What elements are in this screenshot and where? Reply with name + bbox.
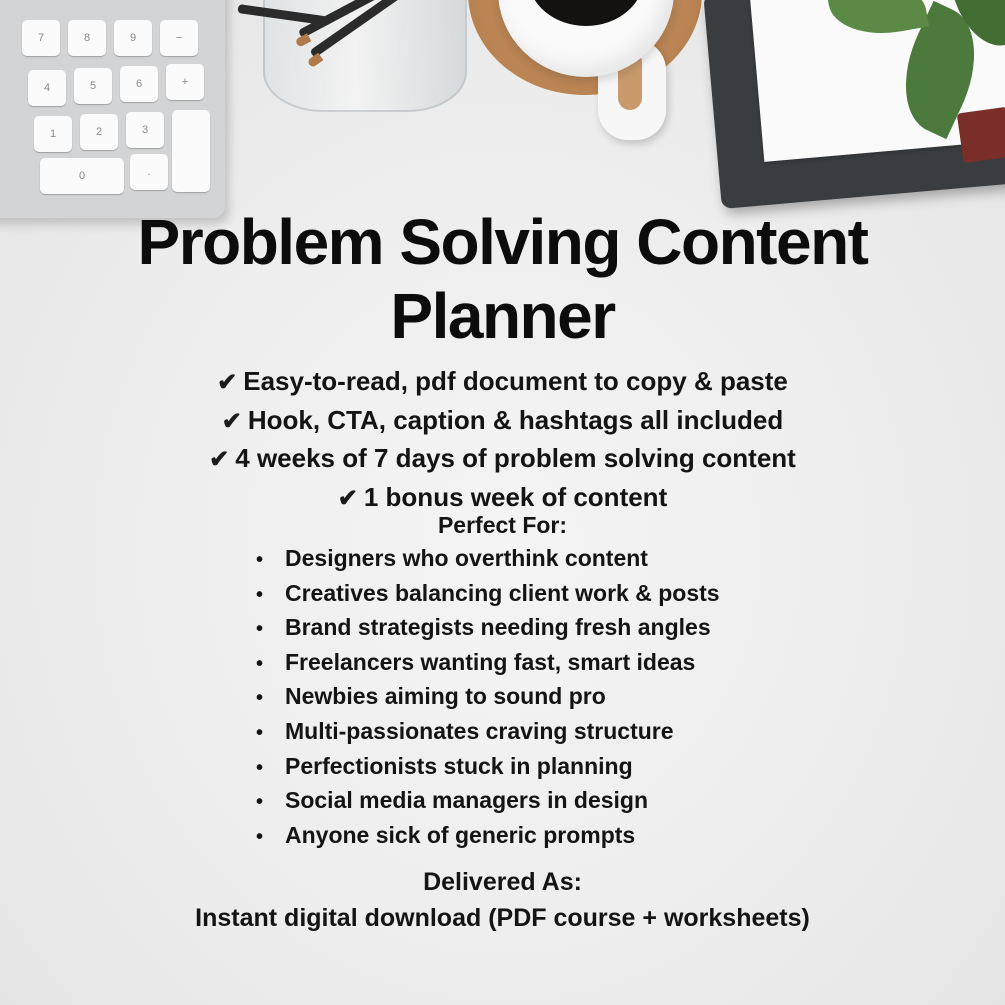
feature-text: 1 bonus week of content <box>363 481 668 512</box>
key: 4 <box>28 70 66 106</box>
bullet-icon: • <box>256 652 264 675</box>
key: − <box>160 20 198 56</box>
key: . <box>130 154 168 190</box>
key <box>172 110 210 192</box>
list-item-text: Social media managers in design <box>285 787 649 814</box>
feature-item <box>0 363 1005 402</box>
list-item-text: Creatives balancing client work & posts <box>285 579 720 606</box>
list-item <box>256 542 856 577</box>
bullet-icon: • <box>256 756 264 779</box>
list-item <box>256 819 856 854</box>
list-item-text: Multi-passionates craving structure <box>285 717 674 744</box>
feature-text: 4 weeks of 7 days of problem solving content <box>235 443 796 473</box>
bullet-icon: • <box>256 721 264 744</box>
perfect-for-heading: Perfect For: <box>437 512 568 538</box>
feature-text: Hook, CTA, caption & hashtags all included <box>247 404 784 435</box>
list-item-text: Designers who overthink content <box>285 545 648 571</box>
list-item <box>256 611 856 646</box>
bullet-icon: • <box>256 549 264 571</box>
checkmark-icon: ✔ <box>209 446 230 473</box>
bullet-icon: • <box>256 618 264 641</box>
key: 1 <box>34 116 72 152</box>
feature-text: Easy-to-read, pdf document to copy & paste <box>243 366 788 396</box>
bullet-icon: • <box>256 687 264 710</box>
list-item-text: Perfectionists stuck in planning <box>285 752 633 779</box>
key: 6 <box>120 66 158 102</box>
feature-checklist <box>0 363 1005 517</box>
checkmark-icon: ✔ <box>217 369 238 396</box>
key: 0 <box>40 158 124 194</box>
page-title: Problem Solving Content <box>137 206 868 278</box>
list-item <box>256 715 856 750</box>
key: 5 <box>74 68 112 104</box>
checkmark-icon: ✔ <box>221 407 242 435</box>
feature-item <box>0 440 1005 479</box>
list-item <box>256 750 856 785</box>
key: 8 <box>68 20 106 56</box>
list-item-text: Brand strategists needing fresh angles <box>285 614 711 641</box>
list-item-text: Newbies aiming to sound pro <box>285 683 606 710</box>
list-item <box>256 577 856 612</box>
key: 7 <box>22 20 60 56</box>
list-item <box>256 784 856 819</box>
keyboard-numpad-image <box>0 0 225 218</box>
notebook-strap-image <box>957 107 1005 163</box>
key: 9 <box>114 20 152 56</box>
list-item-text: Anyone sick of generic prompts <box>285 821 636 848</box>
checkmark-icon: ✔ <box>337 484 358 512</box>
bullet-icon: • <box>256 583 264 606</box>
bullet-icon: • <box>256 825 264 848</box>
audience-list <box>256 542 856 853</box>
key: 3 <box>126 112 164 148</box>
bullet-icon: • <box>256 791 264 814</box>
list-item <box>256 646 856 681</box>
delivered-as-heading: Delivered As: <box>423 868 582 896</box>
delivery-format: Instant digital download (PDF course + worksheets) <box>195 904 810 932</box>
feature-item <box>0 402 1005 441</box>
page-title-line-2: Planner <box>390 280 615 352</box>
key: + <box>166 64 204 100</box>
list-item <box>256 680 856 715</box>
list-item-text: Freelancers wanting fast, smart ideas <box>285 648 696 675</box>
key: 2 <box>80 114 118 150</box>
